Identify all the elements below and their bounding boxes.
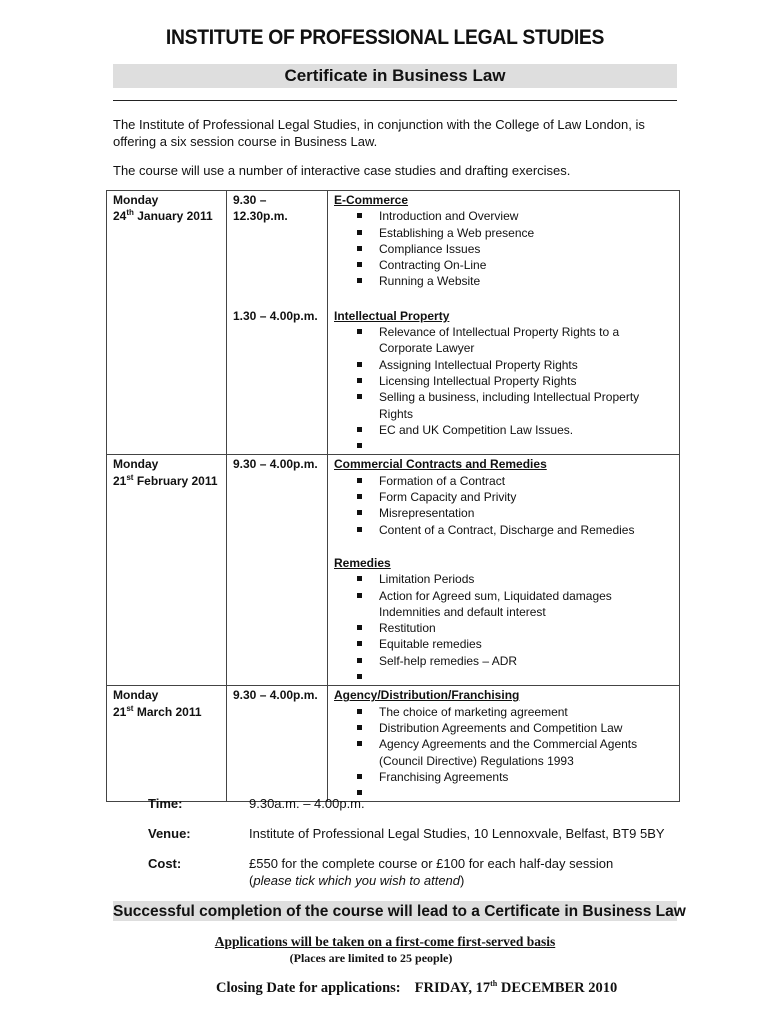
cost-note-text: please tick which you wish to attend [253, 873, 461, 888]
list-item: Form Capacity and Privity [334, 489, 674, 505]
time-cell [227, 191, 328, 307]
session-title: Remedies [334, 555, 391, 570]
list-item: EC and UK Competition Law Issues. [334, 422, 674, 438]
topic-list [334, 704, 674, 802]
topic-list [334, 324, 674, 454]
day-label: Monday [113, 193, 159, 207]
date-suffix: th [126, 208, 134, 218]
list-item: Introduction and Overview [334, 208, 674, 224]
session-date [113, 473, 221, 489]
topic-cell [328, 686, 680, 802]
date-number: 24 [113, 209, 127, 224]
closing-date-value: FRIDAY, 17th DECEMBER 2010 [414, 979, 618, 996]
list-item [334, 438, 674, 454]
list-item: Distribution Agreements and Competition Law [334, 720, 674, 736]
list-item: Compliance Issues [334, 241, 674, 257]
list-item: Agency Agreements and the Commercial Agents (Council Directive) Regulations 1993 [334, 736, 674, 769]
list-item: Running a Website [334, 273, 674, 289]
session-title: E-Commerce [334, 193, 409, 207]
closing-label: Closing Date for applications: [216, 980, 401, 996]
list-item: Self-help remedies – ADR [334, 653, 674, 669]
venue-label: Venue: [148, 826, 191, 841]
time-cell [227, 307, 328, 455]
session-date [113, 208, 221, 224]
schedule-row [107, 455, 680, 686]
list-item [334, 669, 674, 685]
list-item: Contracting On-Line [334, 257, 674, 273]
venue-value: Institute of Professional Legal Studies, 10 Lennoxvale, Belfast, BT9 5BY [249, 826, 665, 841]
list-item: Formation of a Contract [334, 473, 674, 489]
date-suffix: st [126, 703, 134, 713]
session-title: Agency/Distribution/Franchising [334, 688, 520, 703]
divider [113, 100, 677, 101]
topic-cell [328, 191, 680, 307]
date-number: 21 [113, 704, 127, 719]
applications-notice: Applications will be taken on a first-come first-served basis [214, 934, 556, 949]
list-item [334, 785, 674, 801]
list-item: Content of a Contract, Discharge and Remedies [334, 522, 674, 538]
topic-list [334, 208, 674, 289]
schedule-row [107, 686, 680, 802]
time-cell [227, 455, 328, 686]
list-item: Limitation Periods [334, 571, 674, 587]
date-month-year: January 2011 [133, 209, 213, 224]
cost-value: £550 for the complete course or £100 for each half-day session [249, 856, 614, 871]
session-time: 9.30 – 4.00p.m. [233, 457, 318, 472]
topic-cell [328, 307, 680, 455]
session-time: 9.30 – 12.30p.m. [233, 193, 288, 224]
cost-label: Cost: [148, 856, 182, 871]
schedule-row [107, 191, 680, 307]
date-month-year: February 2011 [133, 473, 218, 488]
cost-note: (please tick which you wish to attend) [249, 873, 465, 888]
list-item: Relevance of Intellectual Property Rights to a Corporate Lawyer [334, 324, 674, 357]
page-title: INSTITUTE OF PROFESSIONAL LEGAL STUDIES [165, 26, 605, 49]
list-item: Licensing Intellectual Property Rights [334, 373, 674, 389]
list-item: Restitution [334, 620, 674, 636]
day-label: Monday [113, 457, 159, 472]
certificate-banner: Successful completion of the course will lead to a Certificate in Business Law [113, 903, 686, 920]
session-date [113, 704, 221, 720]
session-title: Commercial Contracts and Remedies [334, 457, 547, 472]
list-item: The choice of marketing agreement [334, 704, 674, 720]
list-item: Equitable remedies [334, 636, 674, 652]
topic-list [334, 473, 674, 538]
schedule-table [106, 190, 680, 802]
date-number: 21 [113, 473, 127, 488]
list-item: Assigning Intellectual Property Rights [334, 357, 674, 373]
date-cell [107, 455, 227, 686]
list-item: Establishing a Web presence [334, 225, 674, 241]
intro-paragraph-1: The Institute of Professional Legal Studies, in conjunction with the College of Law London, is offering a six session course in Business Law. [113, 117, 645, 149]
session-time: 9.30 – 4.00p.m. [233, 688, 318, 703]
time-label: Time: [148, 796, 183, 811]
day-label: Monday [113, 688, 159, 703]
date-month-year: March 2011 [133, 704, 202, 719]
course-subtitle: Certificate in Business Law [113, 64, 677, 88]
intro-paragraph-2: The course will use a number of interactive case studies and drafting exercises. [113, 163, 571, 178]
date-cell [107, 191, 227, 455]
topic-list [334, 571, 674, 685]
time-value: 9.30a.m. – 4.00p.m. [249, 796, 365, 811]
list-item: Selling a business, including Intellectual Property Rights [334, 389, 674, 422]
places-limit: (Places are limited to 25 people) [289, 951, 453, 965]
date-suffix: st [126, 472, 134, 482]
topic-cell [328, 455, 680, 686]
time-cell [227, 686, 328, 802]
list-item: Misrepresentation [334, 505, 674, 521]
list-item: Franchising Agreements [334, 769, 674, 785]
session-time: 1.30 – 4.00p.m. [233, 308, 318, 323]
session-title: Intellectual Property [334, 308, 450, 323]
list-item: Action for Agreed sum, Liquidated damages Indemnities and default interest [334, 588, 674, 621]
date-cell [107, 686, 227, 802]
closing-date [216, 980, 617, 997]
